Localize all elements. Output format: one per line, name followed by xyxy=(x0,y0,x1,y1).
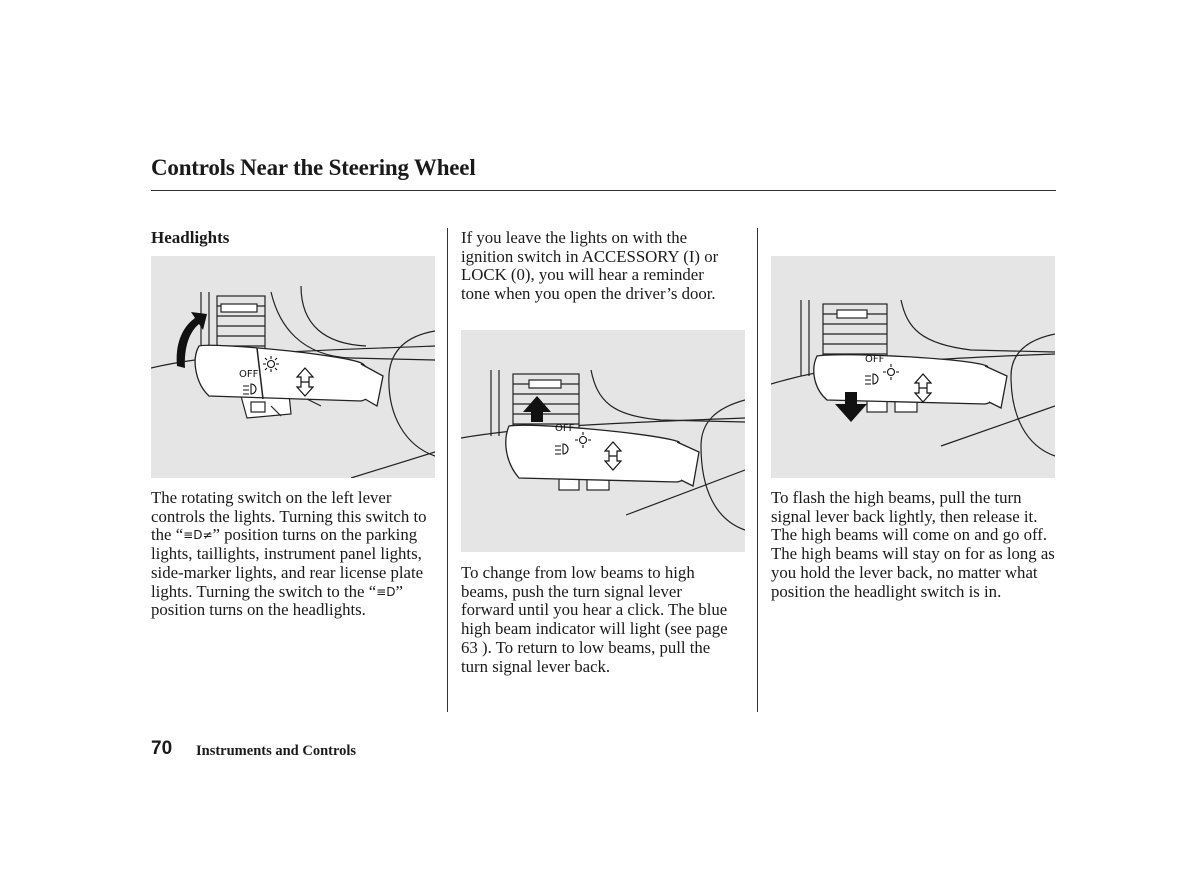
column-divider-right xyxy=(757,228,758,712)
headlights-description xyxy=(151,489,441,620)
column-divider-left xyxy=(447,228,448,712)
switch-off-label: OFF xyxy=(239,369,259,380)
figure-flash-high-beams xyxy=(771,256,1055,478)
reminder-tone-text: If you leave the lights on with the ignition switch in ACCESSORY (I) or LOCK (0), you will hear a reminder tone when you open the driver’s door. xyxy=(461,228,719,304)
footer-section-title: Instruments and Controls xyxy=(196,743,357,759)
headlights-text-part-2: ” position turns on the parking lights, taillights, instrument panel lights, side-marker lights, and rear license plate lights. Turning the switch to the “ xyxy=(151,525,424,601)
high-beam-change-text: To change from low beams to high beams, push the turn signal lever forward until you hear a click. The blue high beam indicator will light (see page 63 ). To return to low beams, pull the turn signal lever back. xyxy=(461,563,728,676)
parking-light-symbol-inline: ≡D≠ xyxy=(183,528,213,543)
headlights-text-part-1: The rotating switch on the left lever controls the lights. Turning this switch to the “ xyxy=(151,488,427,545)
switch-off-label-2: OFF xyxy=(555,423,575,434)
figure-high-beam-push-forward xyxy=(461,330,745,552)
headlights-text-part-3: ” position turns on the headlights. xyxy=(151,581,403,620)
switch-off-label-3: OFF xyxy=(865,354,885,365)
section-heading-headlights: Headlights xyxy=(151,228,230,247)
headlight-symbol-inline: ≡D xyxy=(376,584,396,599)
title-rule xyxy=(151,190,1056,191)
page-number: 70 xyxy=(151,738,173,759)
page-title: Controls Near the Steering Wheel xyxy=(151,155,476,180)
figure-headlight-rotating-switch xyxy=(151,256,435,478)
flash-high-beams-text: To flash the high beams, pull the turn signal lever back lightly, then release it. The high beams will come on and go off. The high beams will stay on for as long as you hold the lever back, no matter what position the headlight switch is in. xyxy=(771,488,1055,601)
